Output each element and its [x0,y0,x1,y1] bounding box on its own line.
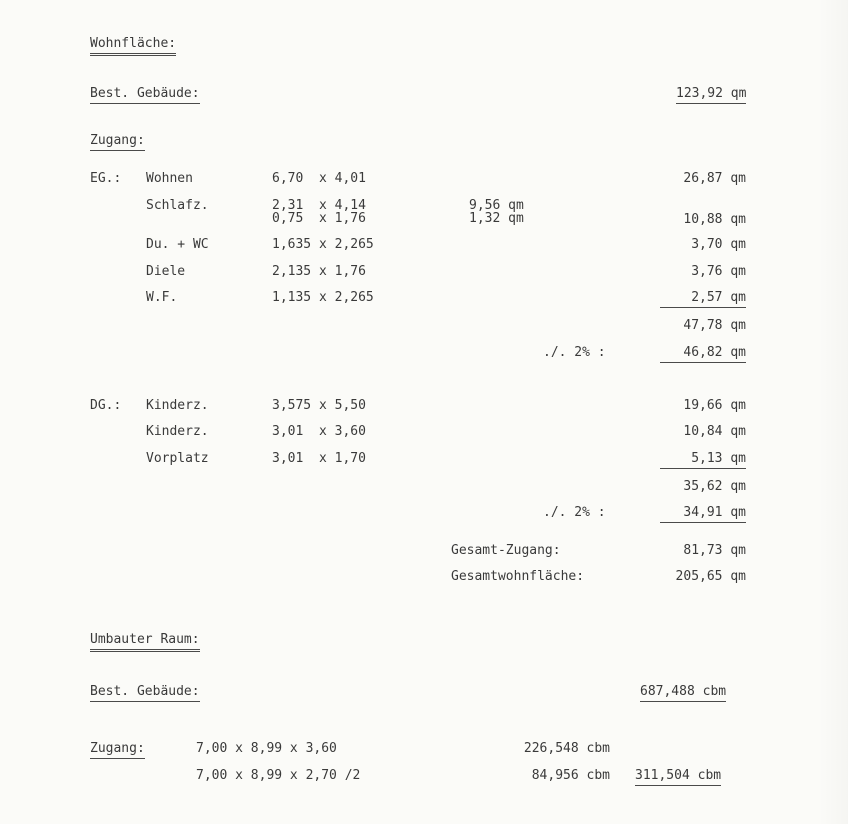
umbau-formula: 7,00 x 8,99 x 2,70 /2 [196,768,361,783]
dg-net: 34,91 qm [660,505,746,523]
eg-room: Diele [146,264,186,279]
dg-dims: 3,01 x 1,70 [272,451,366,466]
eg-room: Schlafz. [146,198,209,213]
gesamt-zugang-value: 81,73 qm [683,543,746,558]
eg-total: 3,70 qm [691,237,746,252]
zugang-label: Zugang: [90,133,145,151]
eg-total: 2,57 qm [660,290,746,308]
eg-room: Du. + WC [146,237,209,252]
eg-total: 3,76 qm [691,264,746,279]
eg-room: Wohnen [146,171,193,186]
eg-dims: 1,135 x 2,265 [272,290,374,305]
gesamtwohnflaeche-label: Gesamtwohnfläche: [451,569,585,584]
eg-net: 46,82 qm [660,345,746,363]
umbau-total: 311,504 cbm [635,768,721,786]
dg-room: Vorplatz [146,451,209,466]
eg-dims: 0,75 x 1,76 [272,211,366,226]
dg-dims: 3,01 x 3,60 [272,424,366,439]
eg-total: 26,87 qm [683,171,746,186]
dg-deduction-label: ./. 2% : [543,505,606,520]
eg-deduction-label: ./. 2% : [543,345,606,360]
bestand-label: Best. Gebäude: [90,86,200,104]
eg-sum: 47,78 qm [683,318,746,333]
eg-dims: 2,135 x 1,76 [272,264,366,279]
eg-subtotal: 9,56 qm [469,198,524,213]
heading-umbauter-raum: Umbauter Raum: [90,632,200,652]
umbau-formula: 7,00 x 8,99 x 3,60 [196,741,337,756]
dg-room: Kinderz. [146,424,209,439]
umbau-zugang-label: Zugang: [90,741,145,759]
dg-room: Kinderz. [146,398,209,413]
paper-edge-shadow [818,0,848,824]
eg-subtotal: 1,32 qm [469,211,524,226]
gesamt-zugang-label: Gesamt-Zugang: [451,543,561,558]
dg-total: 19,66 qm [683,398,746,413]
bestand-value: 123,92 qm [676,86,746,104]
eg-room: W.F. [146,290,178,305]
dg-sum: 35,62 qm [683,479,746,494]
eg-prefix: EG.: [90,171,122,186]
umbau-bestand-value: 687,488 cbm [640,684,726,702]
dg-prefix: DG.: [90,398,122,413]
eg-dims: 6,70 x 4,01 [272,171,366,186]
umbau-row-value: 84,956 cbm [531,768,610,783]
umbau-bestand-label: Best. Gebäude: [90,684,200,702]
umbau-row-value: 226,548 cbm [523,741,610,756]
eg-dims: 1,635 x 2,265 [272,237,374,252]
dg-dims: 3,575 x 5,50 [272,398,366,413]
dg-total: 10,84 qm [683,424,746,439]
eg-dims: 2,31 x 4,14 [272,198,366,213]
eg-total: 10,88 qm [683,212,746,227]
dg-total: 5,13 qm [660,451,746,469]
heading-wohnflaeche: Wohnfläche: [90,36,176,56]
gesamtwohnflaeche-value: 205,65 qm [675,569,746,584]
